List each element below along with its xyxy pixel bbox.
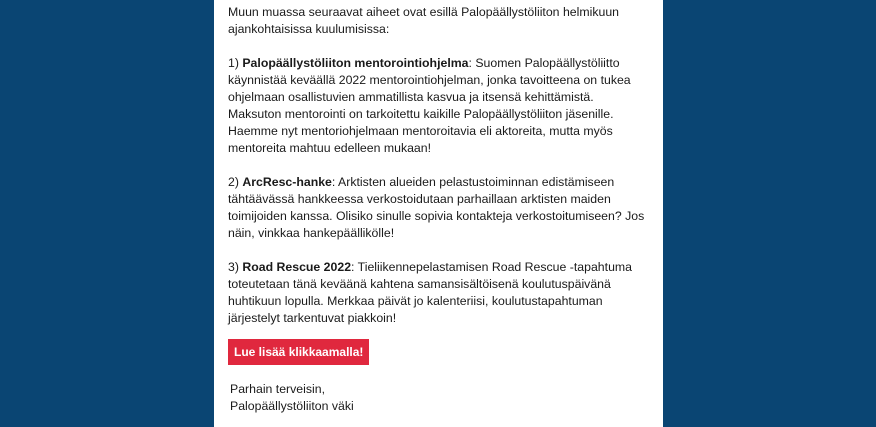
- item-title: Road Rescue 2022: [242, 260, 352, 274]
- item-number: 2): [228, 175, 243, 189]
- intro-text: Muun muassa seuraavat aiheet ovat esillä Palopäällystöliiton helmikuun ajankohtaisissa kuulumisissa:: [228, 5, 619, 36]
- item-text: : Arktisten alueiden pelastustoiminnan edistämiseen tähtäävässä hankkeessa verkostoidutaan parhaillaan arktisten maiden toimijoiden kanssa. Olisiko sinulle sopivia kontakteja verkostoitumiseen? Jos näin, vinkkaa hankepäällikölle!: [228, 175, 645, 240]
- signature: [228, 381, 649, 415]
- news-item-arcresc: [228, 174, 649, 242]
- signature-greeting: Parhain terveisin,: [230, 382, 326, 396]
- news-item-mentoring: [228, 55, 649, 157]
- read-more-button[interactable]: Lue lisää klikkaamalla!: [228, 339, 369, 365]
- item-text: : Tieliikennepelastamisen Road Rescue -tapahtuma toteutetaan tänä keväänä kahtena samansisältöisenä koulutuspäivänä huhtikuun lopulla. Merkkaa päivät jo kalenteriisi, koulutustapahtuman järjestelyt tarkentuvat piakkoin!: [228, 260, 632, 325]
- item-title: ArcResc-hanke: [242, 175, 332, 189]
- item-number: 1): [228, 56, 243, 70]
- news-item-road-rescue: [228, 259, 649, 327]
- signature-sender: Palopäällystöliiton väki: [230, 399, 354, 413]
- newsletter-body: [214, 0, 663, 427]
- item-title: Palopäällystöliiton mentorointiohjelma: [242, 56, 469, 70]
- item-text: : Suomen Palopäällystöliitto käynnistää keväällä 2022 mentorointiohjelman, jonka tavoitteena on tukea ohjelmaan osallistuvien ammatillista kasvua ja itsensä kehittämistä. Maksuton mentorointi on tarkoitettu kaikille Palopäällystöliiton jäsenille. Haemme nyt mentoriohjelmaan mentoroitavia eli aktoreita, mutta myös mentoreita mahtuu edelleen mukaan!: [228, 56, 631, 155]
- item-number: 3): [228, 260, 243, 274]
